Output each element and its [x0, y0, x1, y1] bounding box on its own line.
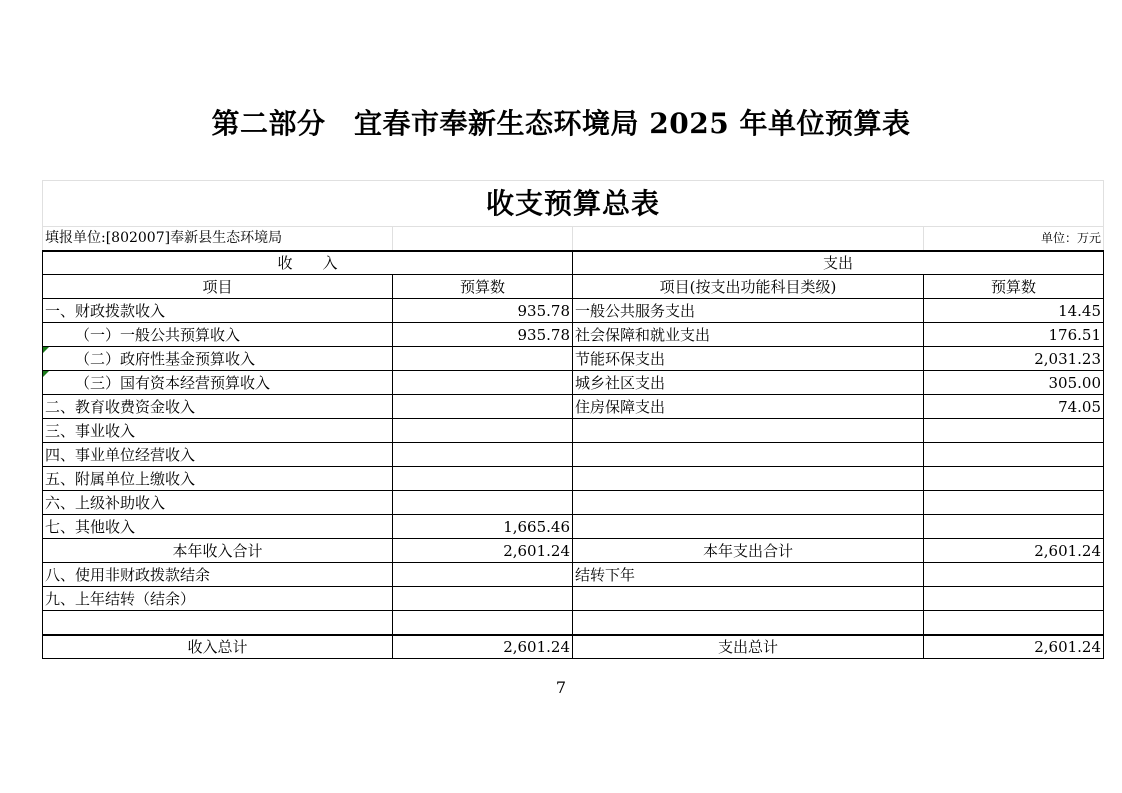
income-item-cell: （一）一般公共预算收入	[43, 323, 393, 347]
expenditure-section-header: 支出	[573, 251, 1104, 275]
filing-unit: 填报单位:[802007]奉新县生态环境局	[43, 227, 393, 251]
table-row	[43, 467, 1104, 491]
meta-empty-cell	[573, 227, 924, 251]
column-header-row	[43, 275, 1104, 299]
income-item-cell: 七、其他收入	[43, 515, 393, 539]
expenditure-item-cell: 一般公共服务支出	[573, 299, 924, 323]
expenditure-item-cell	[573, 587, 924, 611]
table-row	[43, 515, 1104, 539]
meta-row	[43, 227, 1104, 251]
expenditure-amount-cell	[924, 419, 1104, 443]
table-row	[43, 611, 1104, 635]
expenditure-item-cell	[573, 419, 924, 443]
expenditure-item-cell: 结转下年	[573, 563, 924, 587]
table-row	[43, 443, 1104, 467]
income-amount-header: 预算数	[393, 275, 573, 299]
expenditure-amount-cell	[924, 563, 1104, 587]
total-row	[43, 635, 1104, 659]
table-row	[43, 299, 1104, 323]
income-amount-cell	[393, 611, 573, 635]
table-caption: 收支预算总表	[43, 181, 1104, 227]
income-amount-cell: 1,665.46	[393, 515, 573, 539]
table-row	[43, 491, 1104, 515]
table-row	[43, 563, 1104, 587]
income-item-cell: 五、附属单位上缴收入	[43, 467, 393, 491]
subtotal-row	[43, 539, 1104, 563]
income-total-amount: 2,601.24	[393, 635, 573, 659]
income-amount-cell	[393, 371, 573, 395]
section-header-row	[43, 251, 1104, 275]
meta-empty-cell	[393, 227, 573, 251]
income-item-cell: 六、上级补助收入	[43, 491, 393, 515]
income-amount-cell	[393, 467, 573, 491]
expenditure-item-cell	[573, 491, 924, 515]
income-item-cell: 二、教育收费资金收入	[43, 395, 393, 419]
income-item-cell: 四、事业单位经营收入	[43, 443, 393, 467]
table-row	[43, 587, 1104, 611]
income-amount-cell	[393, 347, 573, 371]
expenditure-item-cell	[573, 443, 924, 467]
expenditure-amount-cell: 305.00	[924, 371, 1104, 395]
expenditure-total-amount: 2,601.24	[924, 635, 1104, 659]
income-amount-cell	[393, 419, 573, 443]
income-amount-cell: 935.78	[393, 323, 573, 347]
income-amount-cell: 935.78	[393, 299, 573, 323]
expenditure-item-cell	[573, 611, 924, 635]
table-row	[43, 323, 1104, 347]
income-item-cell: 八、使用非财政拨款结余	[43, 563, 393, 587]
income-subtotal-label: 本年收入合计	[43, 539, 393, 563]
income-item-cell	[43, 611, 393, 635]
expenditure-item-header: 项目(按支出功能科目类级)	[573, 275, 924, 299]
income-item-cell: 三、事业收入	[43, 419, 393, 443]
income-amount-cell	[393, 395, 573, 419]
expenditure-amount-cell	[924, 587, 1104, 611]
table-row	[43, 347, 1104, 371]
table-row	[43, 395, 1104, 419]
expenditure-item-cell: 城乡社区支出	[573, 371, 924, 395]
page-number: 7	[555, 678, 567, 697]
expenditure-subtotal-label: 本年支出合计	[573, 539, 924, 563]
expenditure-total-label: 支出总计	[573, 635, 924, 659]
table-caption-row	[43, 181, 1104, 227]
unit-label: 单位：万元	[924, 227, 1104, 251]
income-amount-cell	[393, 443, 573, 467]
income-amount-cell	[393, 587, 573, 611]
income-item-cell: 一、财政拨款收入	[43, 299, 393, 323]
income-item-cell: （二）政府性基金预算收入	[43, 347, 393, 371]
table-row	[43, 419, 1104, 443]
expenditure-amount-cell	[924, 443, 1104, 467]
expenditure-amount-cell: 2,031.23	[924, 347, 1104, 371]
expenditure-amount-cell: 14.45	[924, 299, 1104, 323]
page-title: 第二部分 宜春市奉新生态环境局 2025 年单位预算表	[211, 107, 911, 140]
expenditure-item-cell: 节能环保支出	[573, 347, 924, 371]
income-section-header: 收 入	[43, 251, 573, 275]
expenditure-amount-cell	[924, 491, 1104, 515]
expenditure-item-cell: 住房保障支出	[573, 395, 924, 419]
income-amount-cell	[393, 563, 573, 587]
income-total-label: 收入总计	[43, 635, 393, 659]
table-row	[43, 371, 1104, 395]
expenditure-amount-cell: 176.51	[924, 323, 1104, 347]
income-item-cell: 九、上年结转（结余）	[43, 587, 393, 611]
budget-sheet	[42, 180, 1103, 659]
expenditure-amount-cell	[924, 467, 1104, 491]
expenditure-item-cell	[573, 515, 924, 539]
expenditure-amount-cell: 74.05	[924, 395, 1104, 419]
income-item-header: 项目	[43, 275, 393, 299]
expenditure-amount-cell	[924, 515, 1104, 539]
expenditure-item-cell	[573, 467, 924, 491]
income-amount-cell	[393, 491, 573, 515]
expenditure-item-cell: 社会保障和就业支出	[573, 323, 924, 347]
income-item-cell: （三）国有资本经营预算收入	[43, 371, 393, 395]
expenditure-amount-header: 预算数	[924, 275, 1104, 299]
expenditure-subtotal-amount: 2,601.24	[924, 539, 1104, 563]
expenditure-amount-cell	[924, 611, 1104, 635]
income-subtotal-amount: 2,601.24	[393, 539, 573, 563]
budget-table	[42, 180, 1104, 659]
